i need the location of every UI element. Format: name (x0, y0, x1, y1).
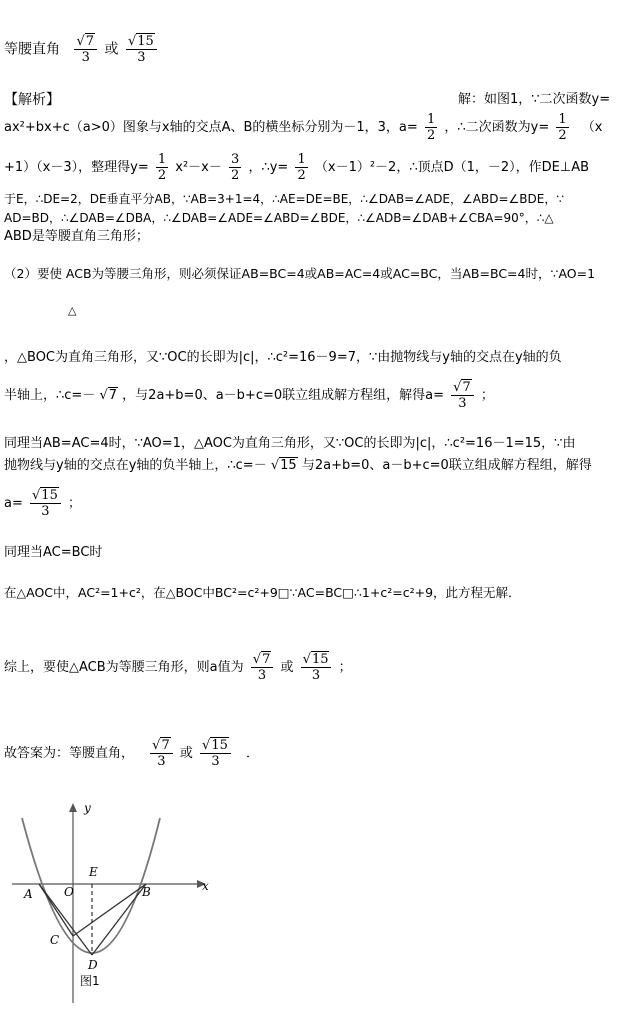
label-x: x (202, 879, 209, 893)
label-B: B (142, 885, 151, 899)
fraction-sqrt15-over-3: $\frac{√15}{3}$ (301, 652, 332, 683)
fraction-sqrt7-over-3: $\frac{√7}{3}$ (74, 34, 97, 65)
figure-caption: 图1 (80, 974, 100, 988)
summary-line: 综上，要使△ACB为等腰三角形，则a值为 $\frac{√7}{3}$ 或 $\frac{√15}{3}$ ； (4, 652, 352, 683)
fraction-one-half: $\frac{1}{2}$ (426, 112, 436, 143)
analysis-line-2: ax²+bx+c（a>0）图象与x轴的交点A、B的横坐标分别为－1，3，a= $\frac{1}{2}$ ，∴二次函数为y= $\frac{1}{2}$ （x (4, 112, 603, 143)
answer-line (4, 34, 160, 65)
fraction-sqrt15-over-3: $\frac{√15}{3}$ (30, 488, 61, 519)
fraction-sqrt15-over-3: $\frac{√15}{3}$ (126, 34, 157, 65)
part3-line-1: 同理当AB=AC=4时，∵AO=1，△AOC为直角三角形，又∵OC的长即为|c|，∴c²=16－1=15，∵由 (4, 436, 576, 451)
part2-line-3: 半轴上，∴c=－ √7 ，与2a+b=0、a－b+c=0联立组成解方程组，解得a= $\frac{√7}{3}$ ； (4, 380, 494, 411)
part3-line-2: 抛物线与y轴的交点在y轴的负半轴上，∴c=－ √15 与2a+b=0、a－b+c=0联立组成解方程组，解得 (4, 458, 592, 473)
analysis-label: 【解析】 (4, 92, 60, 108)
y-axis-arrow-icon (69, 803, 77, 812)
label-O: O (64, 885, 74, 899)
segment-BC (73, 884, 146, 936)
figure-1-parabola-diagram (0, 798, 220, 1013)
label-E: E (89, 865, 98, 879)
fraction-one-half: $\frac{1}{2}$ (157, 152, 167, 183)
fraction-three-halves: $\frac{3}{2}$ (231, 152, 240, 183)
part5-line: 在△AOC中，AC²=1+c²，在△BOC中BC²=c²+9□∵AC=BC□∴1+c²=c²+9，此方程无解． (4, 585, 521, 600)
fraction-sqrt7-over-3: $\frac{√7}{3}$ (451, 380, 474, 411)
sqrt7: √7 (99, 388, 118, 403)
label-A: A (24, 887, 33, 901)
part2-line-2: ，△BOC为直角三角形，又∵OC的长即为|c|，∴c²=16－9=7，∵由抛物线与y轴的交点在y轴的负 (4, 350, 562, 365)
analysis-line-6: ABD是等腰直角三角形； (4, 229, 149, 244)
part2-triangle: △ (68, 304, 77, 317)
label-C: C (50, 933, 60, 947)
segment-BD (92, 884, 146, 955)
part2-line-1: （2）要使 ACB为等腰三角形，则必须保证AB=BC=4或AB=AC=4或AC=BC，当AB=BC=4时，∵AO=1 (4, 266, 596, 281)
fraction-sqrt7-over-3: $\frac{√7}{3}$ (150, 738, 173, 769)
fraction-sqrt15-over-3: $\frac{√15}{3}$ (200, 738, 231, 769)
answer-type: 等腰直角 (4, 41, 60, 58)
fraction-one-half: $\frac{1}{2}$ (558, 112, 567, 143)
analysis-line-5: AD=BD，∴∠DAB=∠DBA，∴∠DAB=∠ADE=∠ABD=∠BDE，∴∠ADB=∠DAB+∠CBA=90°，∴△ (4, 211, 554, 225)
final-answer-line: 故答案为：等腰直角， $\frac{√7}{3}$ 或 $\frac{√15}{3}$ ． (4, 738, 260, 769)
fraction-sqrt7-over-3: $\frac{√7}{3}$ (251, 652, 274, 683)
analysis-line-1: 解：如图1，∵二次函数y= (458, 92, 611, 107)
label-y: y (84, 801, 91, 815)
fraction-one-half: $\frac{1}{2}$ (297, 152, 306, 183)
label-D: D (88, 958, 98, 972)
analysis-line-3: +1）（x－3），整理得y= $\frac{1}{2}$ x²－x－ $\frac{3}{2}$ ，∴y= $\frac{1}{2}$ （x－1）²－2，∴顶点D（1，－2），作DE⊥AB (4, 152, 590, 183)
parabola-curve (22, 818, 160, 953)
sqrt15: √15 (270, 458, 297, 473)
part3-line-3: a= $\frac{√15}{3}$ ； (4, 488, 81, 519)
answer-or: 或 (104, 41, 119, 58)
analysis-line-4: 于E，∴DE=2，DE垂直平分AB，∵AB=3+1=4，∴AE=DE=BE，∴∠DAB=∠ADE，∠ABD=∠BDE，∵ (4, 192, 564, 206)
part4-line: 同理当AC=BC时 (4, 545, 103, 560)
